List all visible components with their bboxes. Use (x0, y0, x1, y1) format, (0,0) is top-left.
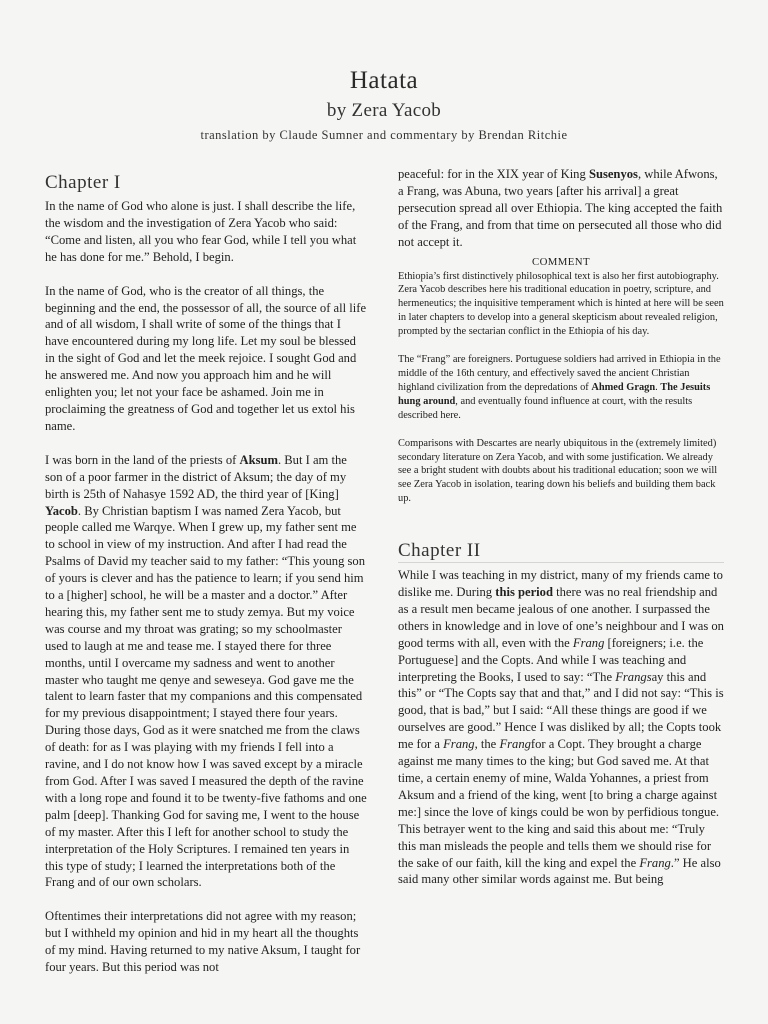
link-ahmed-gragn[interactable]: Ahmed Gragn (591, 381, 656, 393)
left-column (45, 172, 367, 993)
bold-term-aksum: Aksum (239, 452, 278, 467)
chapter-1-paragraph-3 (45, 452, 367, 892)
text-run: . But I am the son of a poor farmer in the district of Aksum; the day of my birth is 25th of Nahasye 1592 AD, the third year of [King] (45, 452, 347, 501)
page-title: Hatata (349, 67, 419, 94)
text-run: ay this and this” or “The Copts say that and that,” and I did not say: “This is good, that is bad,” but I said: “All these things are good if we ourselves are good.” Hence I was disliked by all; the Copts took me for a (398, 669, 724, 752)
text-run: The “Frang” are foreigners. Portuguese soldiers had arrived in Ethiopia in the middle of the 16th century, and effectively saved the ancient Christian highland civilization from the depredations of (398, 354, 721, 393)
text-run: there was no real friendship and as a result men became jealous of one another. I surpassed the others in knowledge and in love of one’s neighbour and I was on good terms with all, even with the (398, 585, 724, 650)
text-run: , and eventually found influence at court, with the results described here. (398, 395, 693, 421)
italic-term-frang: Frang (639, 855, 671, 870)
bold-term-susenyos: Susenyos (588, 167, 638, 181)
italic-term-frang: Frang (499, 737, 531, 752)
italic-term-frangs: Frangs (615, 669, 652, 684)
chapter-1-paragraph-4: Oftentimes their interpretations did not agree with my reason; but I withheld my opinion and hid in my heart all the thoughts of my mind. Having returned to my native Aksum, I taught for four years. But this period was not (45, 909, 361, 975)
text-run: . (655, 381, 661, 393)
author-byline: by Zera Yacob (326, 100, 442, 121)
text-run: I was born in the land of the priests of (45, 452, 240, 467)
right-column (398, 166, 724, 905)
text-run: , the (474, 737, 500, 752)
title-block (0, 66, 768, 143)
chapter-1-paragraph-1: In the name of God who alone is just. I shall describe the life, the wisdom and the investigation of Zera Yacob who said: “Come and listen, all you who fear God, while I tell you what he has done for me.” Behold, I begin. (45, 199, 357, 264)
chapter-1-paragraph-2: In the name of God, who is the creator of all things, the beginning and the end, the possessor of all, the source of all life and of all wisdom, I shall write of some of the things that I have encountered during my long life. Let my soul be blessed in the sight of God and let the meek rejoice. I sought God and he answered me. And now you approach him and he will enlighten you; let not your face be ashamed. Join me in proclaiming the greatness of God and together let us extol his name. (45, 283, 367, 433)
text-run: .” He also said many other similar words against me. But being (398, 855, 721, 887)
italic-term-frang: Frang (572, 635, 605, 650)
comment-paragraph-3: Comparisons with Descartes are nearly ubiquitous in the (extremely limited) secondary literature on Zera Yacob, and with some justification. We already see a bright student with doubts about his traditional education; soon we will see Zera Yacob in isolation, tearing down his beliefs and building them back up. (398, 437, 718, 505)
comment-paragraph-2 (398, 353, 724, 423)
chapter-2-paragraph-1 (398, 567, 724, 888)
bold-term-this-period: this period (495, 585, 553, 600)
text-run: peaceful: for in the XIX year of King (398, 167, 589, 181)
comment-paragraph-1: Ethiopia’s first distinctively philosophical text is also her first autobiography. Zera Yacob describes here his traditional education in poetry, scripture, and hermeneutics; the inquisitive temperament which is hinted at here will be seen in later chapters to develop into a general skepticism about revealed religion, prompted by the sectarian conflict in the Ethiopia of his day. (398, 270, 724, 338)
text-run: . By Christian baptism I was named Zera Yacob, but people called me Warqye. When I grew up, my father sent me to school in view of my instruction. And after I had read the Psalms of David my teacher said to my father: “This young son of yours is clever and has the patience to learn; if you send him to a [higher] school, he will be a master and a doctor.” After hearing this, my father sent me to study zemya. But my voice was course and my throat was grating; so my schoolmaster used to laugh at me and tease me. I stayed there for three months, until I overcame my sadness and went to another master who taught me qenye and seweseya. God gave me the talent to learn faster that my companions and this compensated for my previous disappointment; I stayed there four years. During those days, God as it were snatched me from the claws of death: for as I was playing with my friends I fell into a ravine, and I do not know how I was saved except by a miracle from God. After I was saved I measured the depth of the ravine with a long rope and found it to be twenty-five fathoms and one palm [deep]. Thanking God for saving me, I went to the house of my master. After this I left for another school to study the interpretation of the Holy Scriptures. I remained ten years in this type of study; I learned the interpretations both of the Frang and of our own scholars. (45, 503, 367, 890)
chapter-2-rule (398, 562, 724, 563)
bold-term-yacob: Yacob (45, 503, 78, 518)
translation-credit: translation by Claude Sumner and commentary by Brendan Ritchie (200, 128, 568, 142)
chapter-1-paragraph-5 (398, 166, 724, 251)
text-run: , while Afwons, a Frang, was Abuna, two years [after his arrival] a great persecution spread all over Ethiopia. The king accepted the faith of the Frang, and from that time on persecuted all those who did not accept it. (398, 167, 723, 249)
italic-term-frang: Frang (443, 737, 475, 752)
text-run: While I was teaching in my district, many of my friends came to dislike me. During (398, 568, 723, 600)
chapter-1-heading: Chapter I (45, 172, 121, 193)
text-run: [foreigners; i.e. the Portuguese] and the Copts. And while I was teaching and interpreting the Books, I used to say: “The (398, 635, 704, 684)
text-run: for a Copt. They brought a charge against me many times to the king; but God saved me. At that time, a certain enemy of mine, Walda Yohannes, a priest from Aksum and a friend of the king, went [to bring a charge against me:] since the love of kings could be won by perfidious tongue. This betrayer went to the king and said this about me: “Truly this man misleads the people and tells them we should rise for the sake of our faith, kill the king and expel the (398, 737, 720, 870)
chapter-2-heading: Chapter II (398, 540, 481, 562)
link-jesuits[interactable]: The Jesuits hung around (398, 381, 711, 407)
comment-heading: COMMENT (532, 255, 590, 268)
